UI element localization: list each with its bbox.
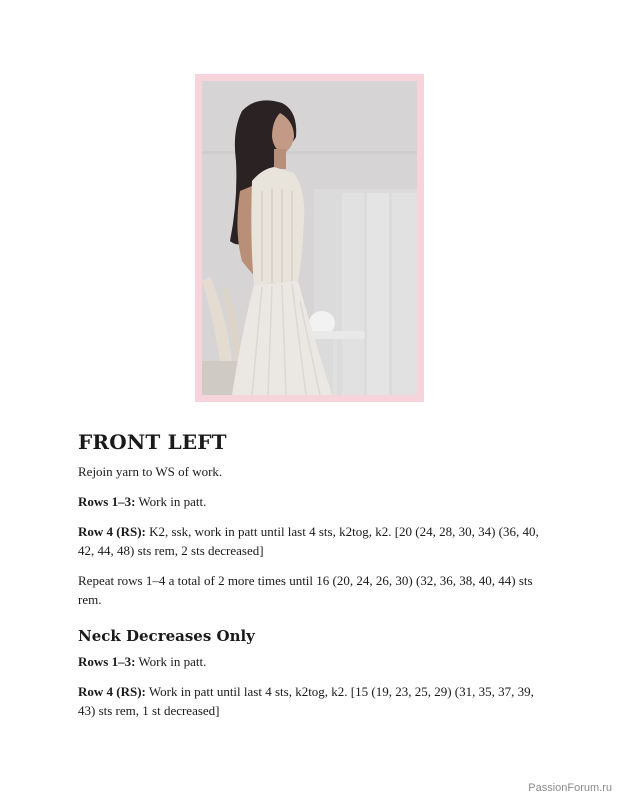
row-text: Work in patt. (135, 654, 207, 669)
row-instruction (78, 682, 548, 720)
photo-frame (195, 74, 424, 402)
section-title: FRONT LEFT (78, 430, 227, 454)
row-text: Work in patt until last 4 sts, k2tog, k2. [15 (19, 23, 25, 29) (31, 35, 37, 39, 43) sts rem, 1 st decreased] (78, 684, 534, 718)
row-text: Work in patt. (135, 494, 207, 509)
row-label: Row 4 (RS): (78, 684, 146, 699)
pattern-text (78, 430, 548, 731)
row-instruction (78, 522, 548, 560)
row-text: K2, ssk, work in patt until last 4 sts, k2tog, k2. [20 (24, 28, 30, 34) (36, 40, 42, 44, 48) sts rem, 2 sts decreased] (78, 524, 539, 558)
row-label: Rows 1–3: (78, 654, 136, 669)
row-label: Rows 1–3: (78, 494, 136, 509)
row-instruction (78, 492, 548, 511)
row-label: Row 4 (RS): (78, 524, 146, 539)
model-photo (202, 81, 417, 395)
watermark: PassionForum.ru (528, 782, 612, 794)
model-photo-illustration (202, 81, 417, 395)
intro-paragraph: Rejoin yarn to WS of work. (78, 464, 223, 479)
repeat-paragraph: Repeat rows 1–4 a total of 2 more times until 16 (20, 24, 26, 30) (32, 36, 38, 40, 44) sts rem. (78, 573, 533, 607)
subsection-title: Neck Decreases Only (78, 627, 255, 645)
row-instruction (78, 652, 548, 671)
